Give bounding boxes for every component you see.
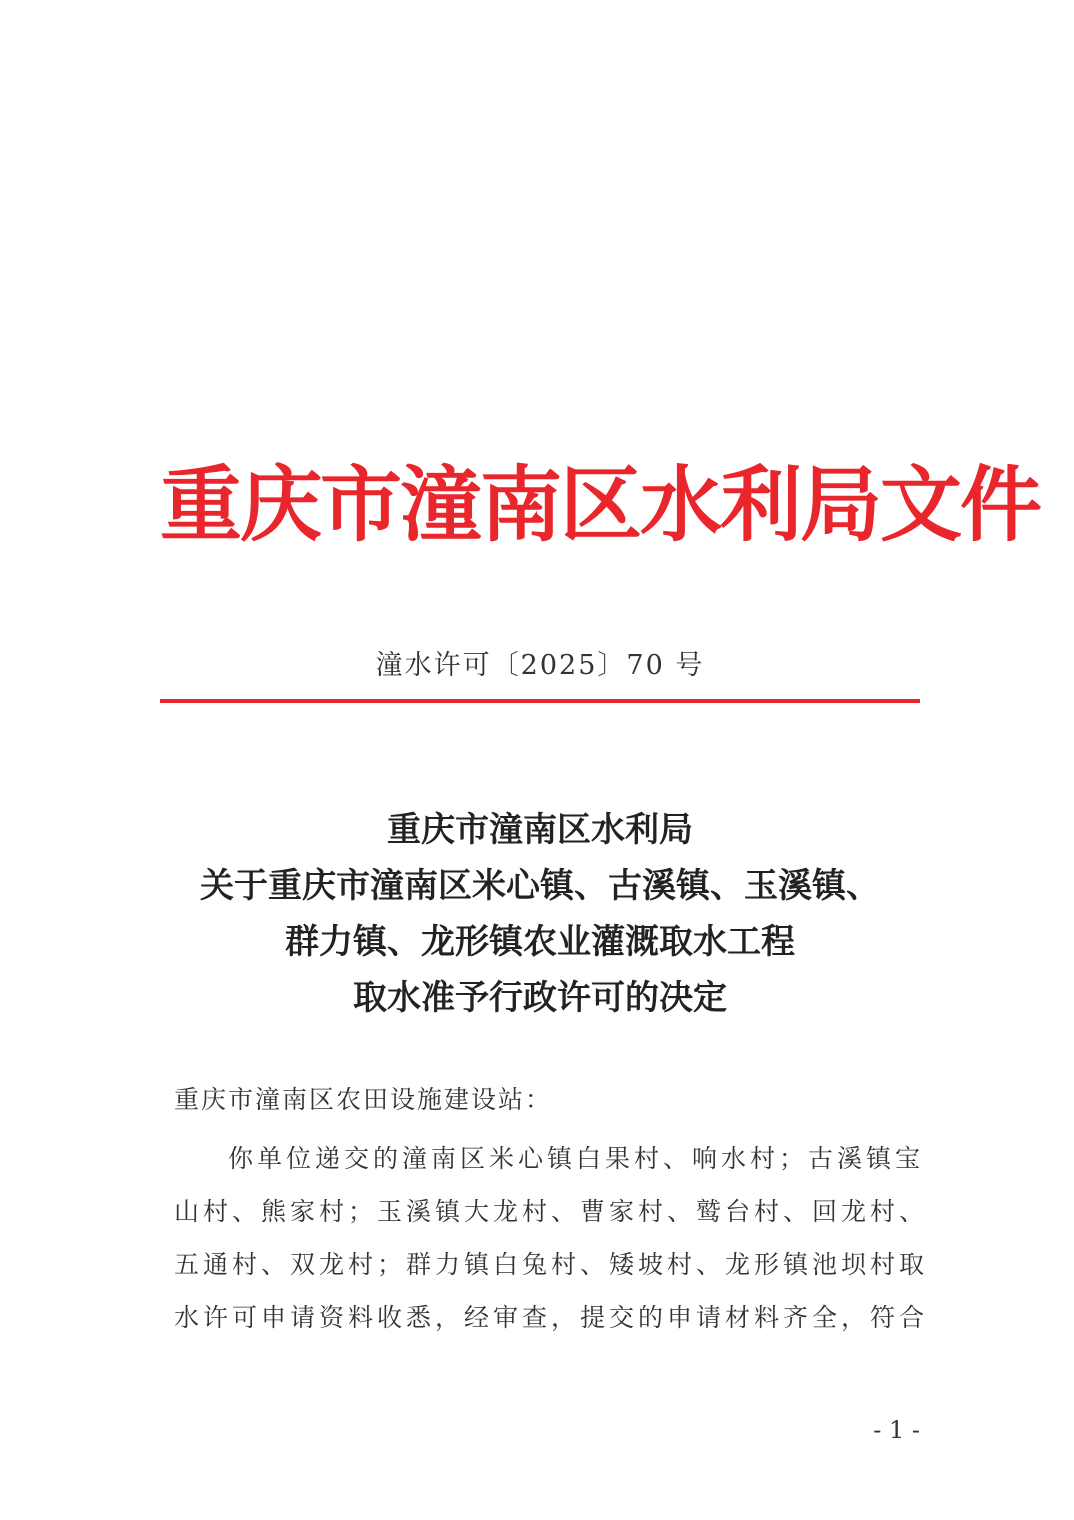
title-line: 重庆市潼南区水利局: [387, 810, 693, 850]
body-line: 五通村、双龙村；群力镇白兔村、矮坡村、龙形镇池坝村取: [174, 1250, 929, 1279]
title-line: 群力镇、龙形镇农业灌溉取水工程: [285, 922, 795, 962]
document-number: 潼水许可〔2025〕70 号: [375, 650, 705, 681]
issuer-banner: 重庆市潼南区水利局文件: [160, 457, 1041, 553]
title-line: 关于重庆市潼南区米心镇、古溪镇、玉溪镇、: [200, 866, 880, 906]
red-divider-line: [160, 699, 920, 703]
title-line: 取水准予行政许可的决定: [353, 978, 727, 1018]
body-paragraph: [174, 1132, 929, 1344]
body-line: 水许可申请资料收悉，经审查，提交的申请材料齐全，符合: [174, 1303, 929, 1332]
addressee: 重庆市潼南区农田设施建设站：: [174, 1085, 553, 1114]
body-line: 山村、熊家村；玉溪镇大龙村、曹家村、鹫台村、回龙村、: [174, 1197, 929, 1226]
document-title: [140, 802, 940, 1026]
page-number: - 1 -: [873, 1416, 920, 1444]
body-line: 你单位递交的潼南区米心镇白果村、响水村；古溪镇宝: [228, 1144, 925, 1173]
